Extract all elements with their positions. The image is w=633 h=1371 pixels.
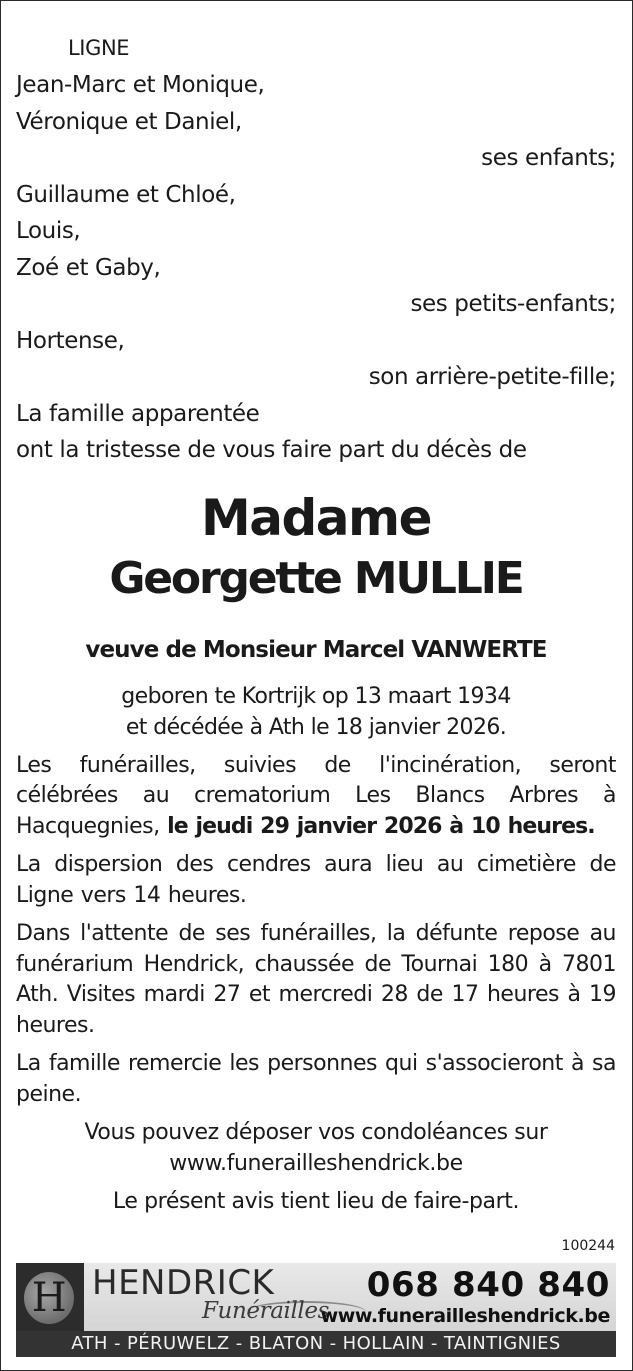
deceased-name: Georgette MULLIE (109, 552, 523, 604)
condolences-url[interactable]: www.funerailleshendrick.be (169, 1150, 463, 1176)
family-line: Guillaume et Chloé, (16, 181, 236, 208)
brand-name: HENDRICK (92, 1263, 275, 1303)
birth-line: geboren te Kortrijk op 13 maart 1934 (121, 683, 511, 709)
phone-number[interactable]: 068 840 840 (366, 1265, 610, 1305)
brand-tagline: Funérailles (202, 1298, 329, 1324)
ashes-paragraph: La dispersion des cendres aura lieu au cimetière de Ligne vers 14 heures. (16, 852, 616, 908)
family-line: Zoé et Gaby, (16, 254, 161, 281)
family-line: Jean-Marc et Monique, (16, 72, 265, 98)
birth-death-info (16, 681, 616, 743)
reference-number: 100244 (561, 1238, 615, 1254)
locations-bar: ATH - PÉRUWELZ - BLATON - HOLLAIN - TAINTIGNIES (16, 1331, 616, 1357)
logo-h-icon: H (24, 1272, 74, 1324)
thanks-paragraph: La famille remercie les personnes qui s'associeront à sa peine. (16, 1051, 616, 1107)
faire-part-notice: Le présent avis tient lieu de faire-part. (112, 1189, 520, 1214)
family-line: Véronique et Daniel, (16, 108, 242, 135)
family-line: son arrière-petite-fille; (368, 364, 616, 390)
website-link[interactable]: www.funerailleshendrick.be (320, 1305, 610, 1327)
town-heading: LIGNE (68, 36, 130, 60)
family-list (16, 67, 616, 469)
funeral-date: le jeudi 29 janvier 2026 à 10 heures. (167, 813, 595, 839)
deceased-name-block (16, 489, 616, 611)
funeral-home-banner (16, 1263, 616, 1357)
rest-paragraph: Dans l'attente de ses funérailles, la défunte repose au funérarium Hendrick, chaussée de Tournai 180 à 7801 Ath. Visites mardi 27 et mercredi 28 de 17 heures à 19 heures. (16, 921, 616, 1038)
logo (16, 1263, 84, 1335)
notice-body (16, 29, 616, 1218)
funeral-text: Les funérailles, suivies de l'incinération, seront célébrées au crematorium Les Blancs Arbres à Hacquegnies, (16, 752, 616, 839)
condolences-line: Vous pouvez déposer vos condoléances sur (84, 1120, 548, 1145)
family-line: La famille apparentée (16, 400, 260, 427)
family-line: ses petits-enfants; (410, 291, 616, 317)
family-line: ont la tristesse de vous faire part du décès de (16, 437, 527, 463)
deceased-salutation: Madame (200, 488, 432, 547)
widow-of-line: veuve de Monsieur Marcel VANWERTE (85, 636, 547, 663)
family-line: ses enfants; (481, 145, 616, 171)
funeral-paragraph (16, 751, 616, 843)
death-line: et décédée à Ath le 18 janvier 2026. (125, 714, 507, 740)
family-line: Louis, (16, 218, 81, 244)
family-line: Hortense, (16, 327, 125, 354)
